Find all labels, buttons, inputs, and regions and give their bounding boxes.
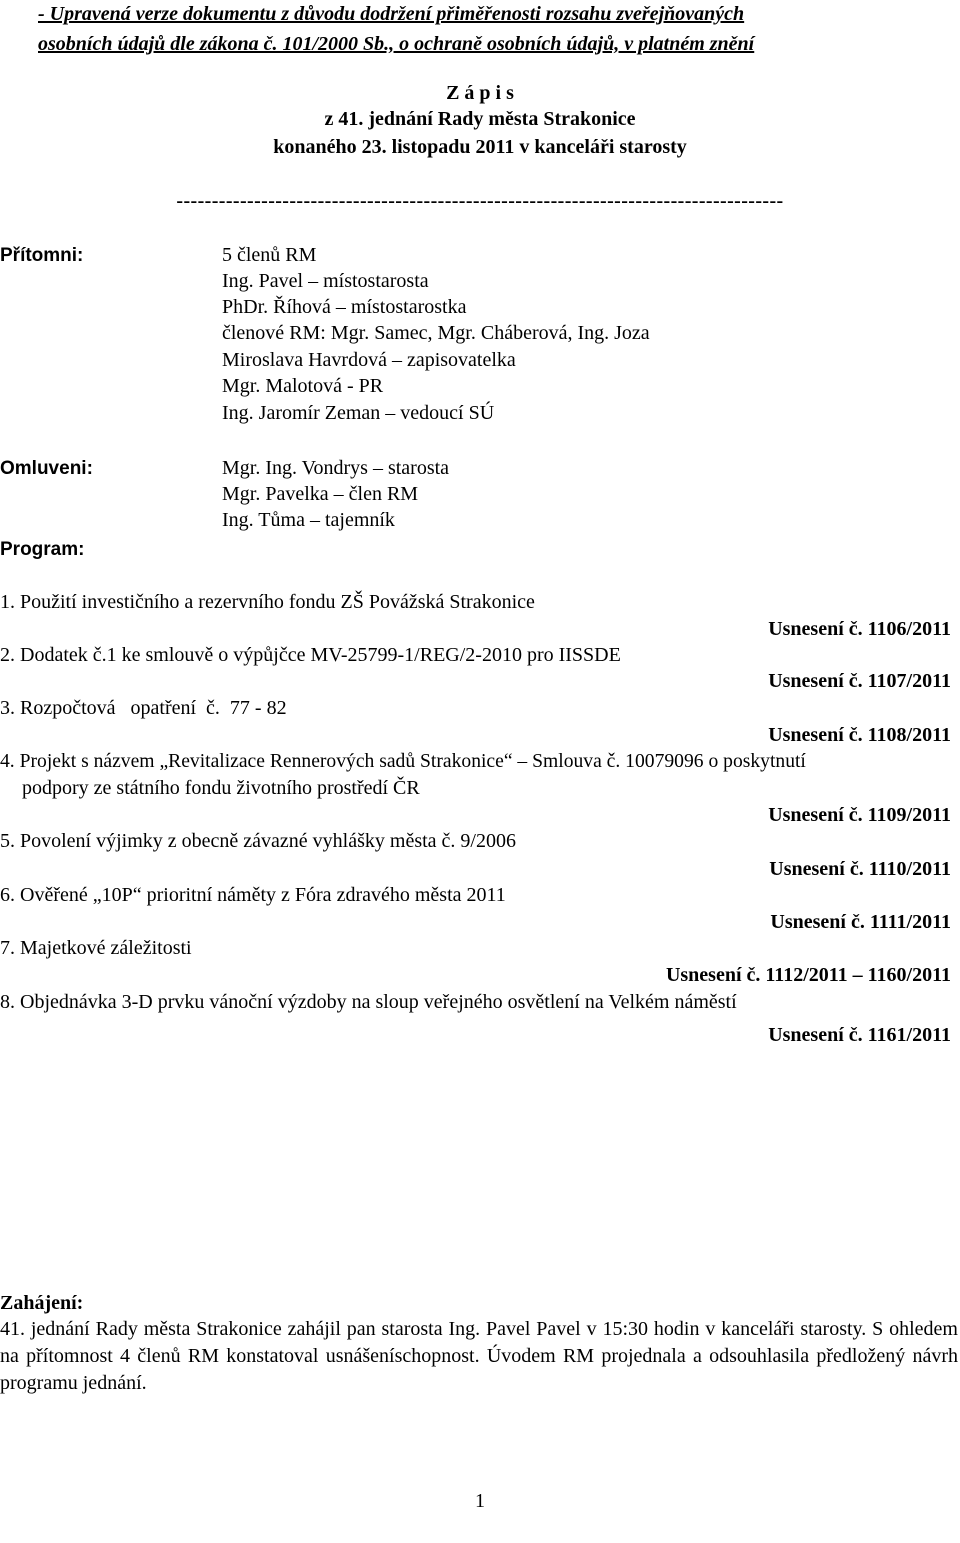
program-item: 7. Majetkové záležitosti [0,937,192,959]
program-label: Program: [0,539,85,560]
excused-item: Ing. Tůma – tajemník [222,509,395,531]
program-item: 8. Objednávka 3-D prvku vánoční výzdoby na sloup veřejného osvětlení na Velkém náměstí [0,991,737,1013]
program-item: 2. Dodatek č.1 ke smlouvě o výpůjčce MV-25799-1/REG/2-2010 pro IISSDE [0,644,621,666]
privacy-notice-line-1: - Upravená verze dokumentu z důvodu dodržení přiměřenosti rozsahu zveřejňovaných [38,3,745,25]
program-resolution: Usnesení č. 1108/2011 [768,724,951,746]
page-number: 1 [475,1490,485,1512]
program-resolution: Usnesení č. 1107/2011 [768,670,951,692]
opening-paragraph: 41. jednání Rady města Strakonice zahájil pan starosta Ing. Pavel Pavel v 15:30 hodin v kanceláři starosty. S ohledem na přítomnost 4 členů RM konstatoval usnášeníschopnost. Úvodem RM projednala a odsouhlasila předložený návrh programu jednání. [0,1318,958,1394]
present-label: Přítomni: [0,245,84,266]
program-item: 5. Povolení výjimky z obecně závazné vyhlášky města č. 9/2006 [0,830,516,852]
program-item: 4. Projekt s názvem „Revitalizace Rennerových sadů Strakonice“ – Smlouva č. 10079096 o poskytnutí [0,751,806,772]
present-item: Ing. Jaromír Zeman – vedoucí SÚ [222,402,495,424]
program-resolution: Usnesení č. 1161/2011 [768,1024,951,1046]
present-item: PhDr. Říhová – místostarostka [222,296,467,318]
excused-item: Mgr. Pavelka – člen RM [222,483,419,505]
program-resolution: Usnesení č. 1110/2011 [769,858,951,880]
program-resolution: Usnesení č. 1109/2011 [768,804,951,826]
present-item: Miroslava Havrdová – zapisovatelka [222,349,516,371]
program-item-continued: podpory ze státního fondu životního prostředí ČR [22,777,420,799]
excused-item: Mgr. Ing. Vondrys – starosta [222,457,450,479]
meeting-date-line: konaného 23. listopadu 2011 v kanceláři starosty [273,136,687,158]
program-item: 3. Rozpočtová opatření č. 77 - 82 [0,697,287,719]
present-item: Mgr. Malotová - PR [222,375,384,397]
present-item: členové RM: Mgr. Samec, Mgr. Cháberová, Ing. Joza [222,322,650,344]
present-item: Ing. Pavel – místostarosta [222,270,429,292]
document-title: Z á p i s [446,82,514,104]
program-item: 6. Ověřené „10P“ prioritní náměty z Fóra zdravého města 2011 [0,884,506,906]
document-subtitle: z 41. jednání Rady města Strakonice [324,108,636,130]
present-item: 5 členů RM [222,244,317,266]
header-separator: -------------------------------------------------------------------------------------- [176,190,784,212]
program-resolution: Usnesení č. 1106/2011 [768,618,951,640]
program-item: 1. Použití investičního a rezervního fondu ZŠ Povážská Strakonice [0,591,535,613]
program-resolution: Usnesení č. 1111/2011 [770,911,951,933]
opening-heading: Zahájení: [0,1292,84,1314]
excused-label: Omluveni: [0,458,93,479]
privacy-notice-line-2: osobních údajů dle zákona č. 101/2000 Sb., o ochraně osobních údajů, v platném znění [38,33,755,55]
program-resolution: Usnesení č. 1112/2011 – 1160/2011 [665,964,951,986]
